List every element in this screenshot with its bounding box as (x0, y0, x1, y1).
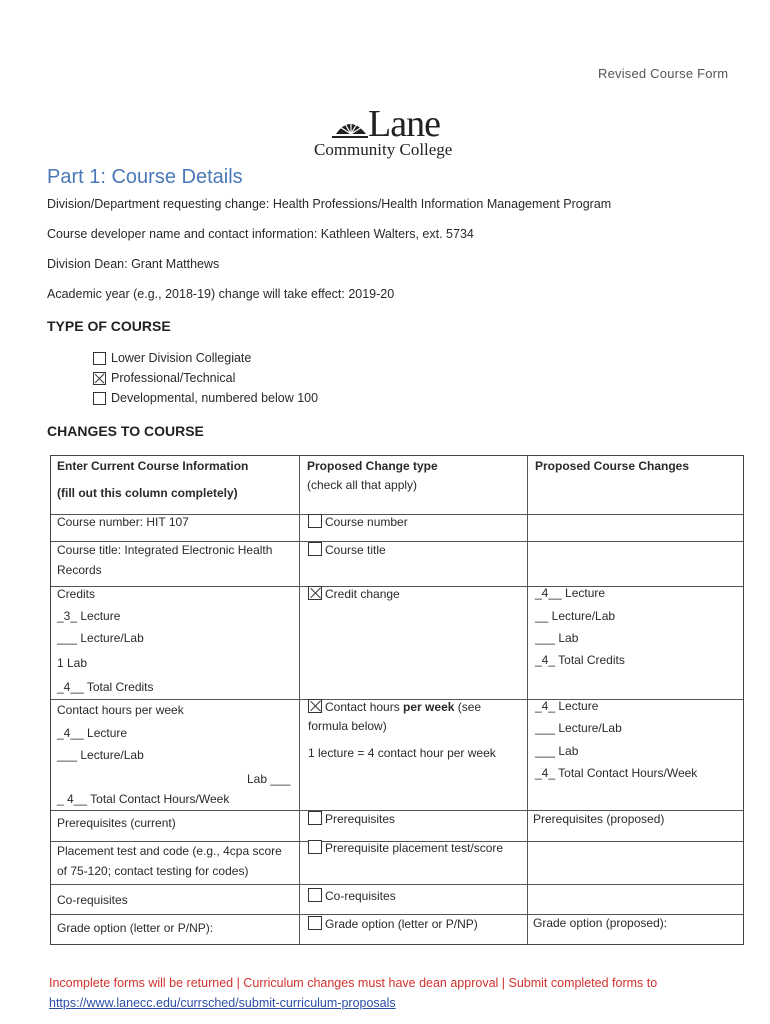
footer-notice (49, 973, 657, 1013)
prereq-proposed: Prerequisites (proposed) (533, 812, 665, 826)
logo-wordmark: Lane (368, 103, 440, 145)
proposed-ch-lecture: _4_ Lecture (535, 699, 599, 713)
col2-subheader: (check all that apply) (307, 478, 418, 492)
course-title-current-2: Records (57, 563, 102, 577)
option-developmental[interactable] (93, 391, 318, 405)
placement-option[interactable]: Prerequisite placement test/score (308, 840, 503, 855)
col1-header: Enter Current Course Information (57, 459, 249, 473)
proposed-ch-total: _4_ Total Contact Hours/Week (535, 766, 698, 780)
checkbox-icon[interactable] (308, 888, 322, 902)
submit-proposals-link[interactable]: https://www.lanecc.edu/currsched/submit-curriculum-proposals (49, 996, 396, 1010)
checked-checkbox-icon[interactable] (308, 586, 322, 600)
checkbox-icon[interactable] (308, 514, 322, 528)
credits-lab: 1 Lab (57, 656, 88, 670)
academic-year-line: Academic year (e.g., 2018-19) change will take effect: 2019-20 (47, 287, 395, 301)
part-title: Part 1: Course Details (47, 166, 243, 188)
credits-lecture-lab: ___ Lecture/Lab (57, 631, 144, 645)
changes-heading: CHANGES TO COURSE (47, 423, 204, 439)
prereq-option[interactable]: Prerequisites (308, 811, 395, 826)
grade-current: Grade option (letter or P/NP): (57, 921, 214, 935)
proposed-lecture: _4__ Lecture (535, 586, 606, 600)
option-label: Lower Division Collegiate (111, 351, 252, 365)
proposed-lab: ___ Lab (535, 631, 579, 645)
coreq-option[interactable]: Co-requisites (308, 888, 396, 903)
footer-notice-text: Incomplete forms will be returned | Curriculum changes must have dean approval | Submit completed forms to (49, 976, 658, 990)
checkbox-icon[interactable] (308, 840, 322, 854)
option-label: Developmental, numbered below 100 (111, 391, 319, 405)
col3-header: Proposed Course Changes (535, 459, 690, 473)
checkbox-icon[interactable] (93, 392, 106, 405)
placement-current: Placement test and code (e.g., 4cpa score (57, 844, 282, 858)
option-label: Professional/Technical (111, 371, 236, 385)
course-title-option[interactable]: Course title (308, 542, 386, 557)
option-lower-division[interactable] (93, 351, 251, 365)
sun-logo-icon (330, 112, 370, 138)
placement-current-2: of 75-120; contact testing for codes) (57, 864, 249, 878)
course-title-current: Course title: Integrated Electronic Health (57, 543, 273, 557)
proposed-ch-lecture-lab: ___ Lecture/Lab (535, 721, 622, 735)
contact-hours-total: _ 4__ Total Contact Hours/Week (57, 792, 230, 806)
grade-option[interactable]: Grade option (letter or P/NP) (308, 916, 478, 931)
contact-hours-label: Contact hours per week (57, 703, 184, 717)
proposed-ch-lab: ___ Lab (535, 744, 579, 758)
grade-proposed: Grade option (proposed): (533, 916, 668, 930)
proposed-total-credits: _4_ Total Credits (535, 653, 625, 667)
contact-hours-lab: Lab ___ (247, 772, 291, 786)
proposed-lecture-lab: __ Lecture/Lab (535, 609, 616, 623)
col2-header: Proposed Change type (307, 459, 438, 473)
option-professional-technical[interactable] (93, 371, 235, 385)
contact-hours-lecture: _4__ Lecture (57, 726, 128, 740)
contact-hours-formula: 1 lecture = 4 contact hour per week (308, 746, 496, 760)
coreq-current: Co-requisites (57, 893, 128, 907)
logo-subtitle: Community College (314, 140, 453, 159)
course-number-current: Course number: HIT 107 (57, 515, 189, 529)
checkbox-icon[interactable] (308, 916, 322, 930)
checkbox-icon[interactable] (93, 352, 106, 365)
contact-hours-lecture-lab: ___ Lecture/Lab (57, 748, 144, 762)
changes-table (50, 455, 744, 945)
checkbox-icon[interactable] (308, 542, 322, 556)
col1-subheader: (fill out this column completely) (57, 486, 238, 500)
credits-lecture: _3_ Lecture (57, 609, 121, 623)
developer-line: Course developer name and contact information: Kathleen Walters, ext. 5734 (47, 227, 474, 241)
prereq-current: Prerequisites (current) (57, 816, 176, 830)
lane-logo (314, 103, 470, 162)
type-of-course-heading: TYPE OF COURSE (47, 318, 171, 334)
checked-checkbox-icon[interactable] (308, 699, 322, 713)
form-label: Revised Course Form (598, 66, 729, 81)
credit-change-option[interactable]: Credit change (308, 586, 400, 601)
checkbox-icon[interactable] (308, 811, 322, 825)
contact-hours-option[interactable]: Contact hours per week (see (308, 699, 481, 714)
division-line: Division/Department requesting change: Health Professions/Health Information Management Program (47, 197, 612, 211)
dean-line: Division Dean: Grant Matthews (47, 257, 220, 271)
checked-checkbox-icon[interactable] (93, 372, 106, 385)
credits-label: Credits (57, 587, 96, 601)
contact-hours-formula-note: formula below) (308, 719, 387, 733)
course-number-option[interactable]: Course number (308, 514, 408, 529)
credits-total: _4__ Total Credits (57, 680, 154, 694)
